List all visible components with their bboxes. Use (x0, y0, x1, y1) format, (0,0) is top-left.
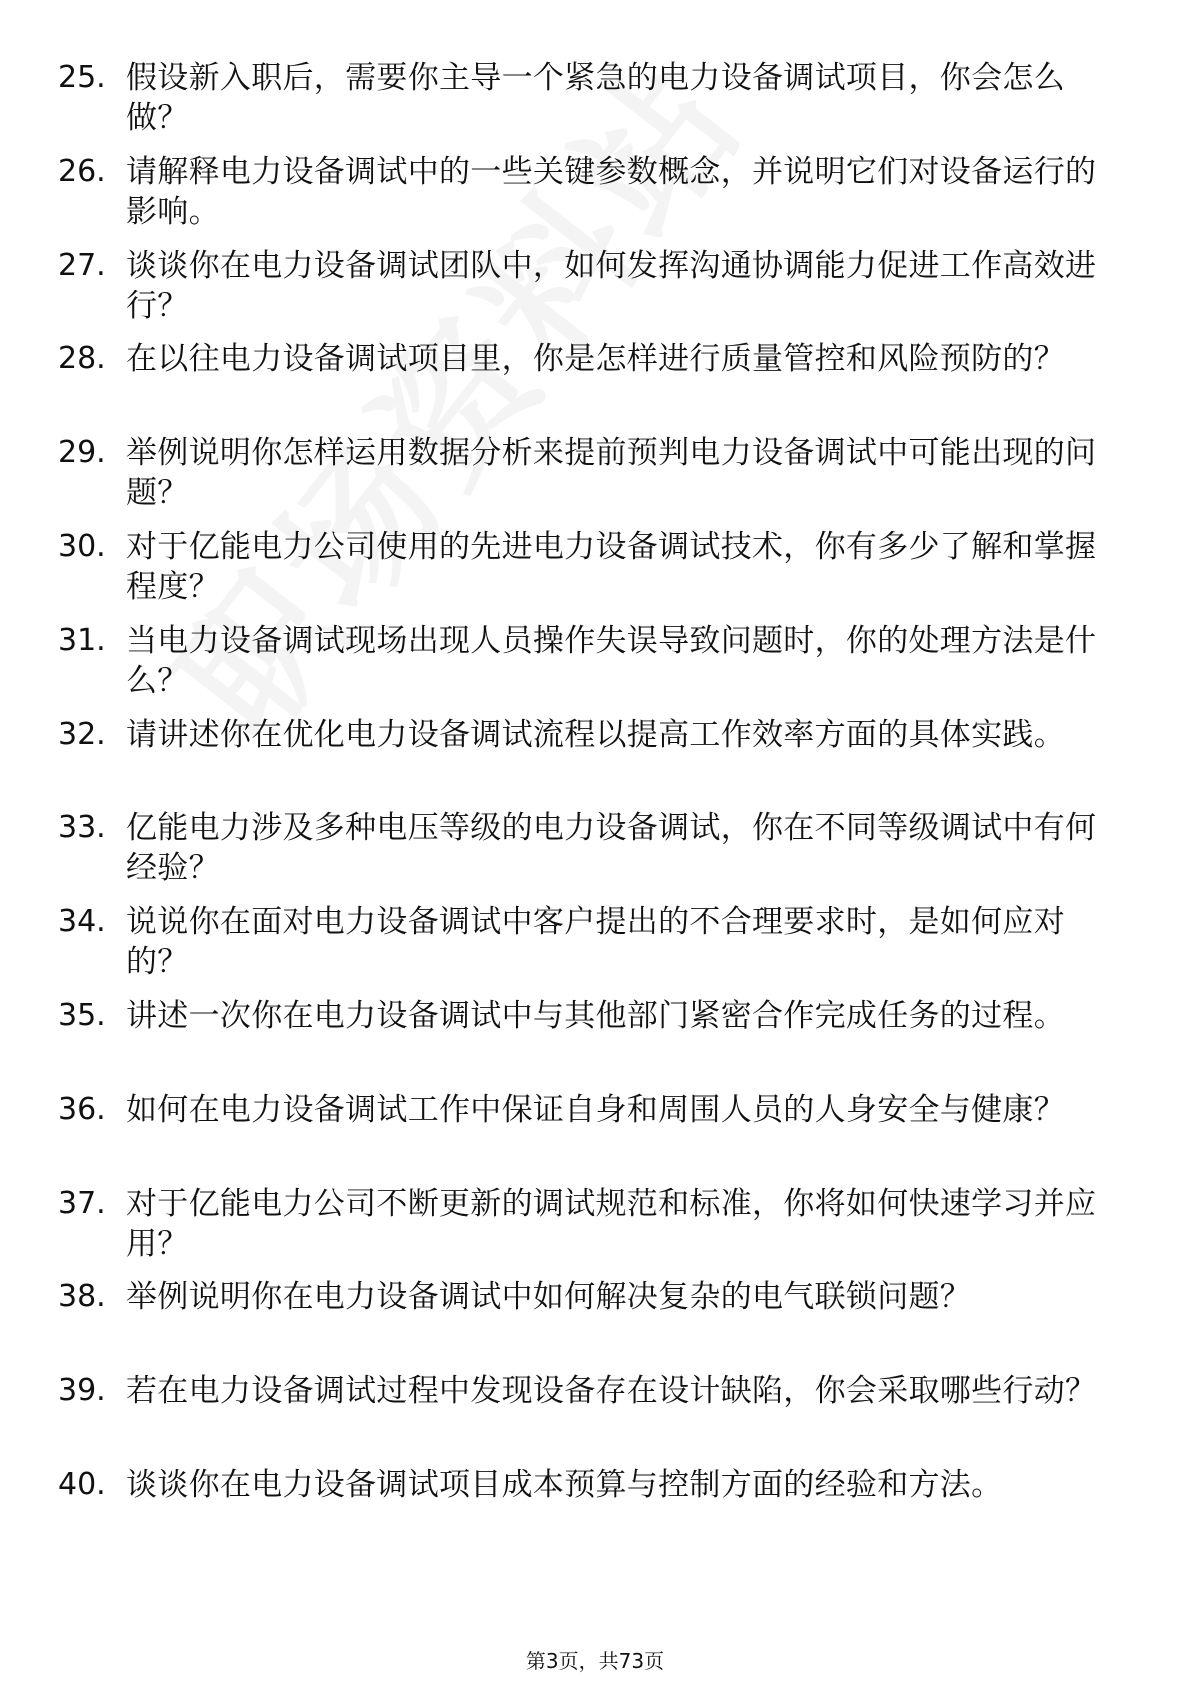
question-number: 39. (58, 1373, 106, 1409)
question-item (58, 1184, 1108, 1278)
question-text: 谈谈你在电力设备调试项目成本预算与控制方面的经验和方法。 (126, 1466, 1003, 1503)
question-text: 若在电力设备调试过程中发现设备存在设计缺陷，你会采取哪些行动？ (126, 1373, 1097, 1410)
question-text: 讲述一次你在电力设备调试中与其他部门紧密合作完成任务的过程。 (126, 997, 1065, 1034)
question-text: 如何在电力设备调试工作中保证自身和周围人员的人身安全与健康？ (126, 1091, 1065, 1128)
question-number: 38. (58, 1279, 106, 1315)
question-number: 32. (58, 716, 106, 752)
question-item (58, 58, 1108, 152)
question-item (58, 1090, 1108, 1184)
question-number: 40. (58, 1466, 106, 1502)
question-item (58, 1465, 1108, 1559)
question-text: 举例说明你怎样运用数据分析来提前预判电力设备调试中可能出现的问题？ (126, 435, 1097, 512)
question-item (58, 339, 1108, 433)
question-number: 30. (58, 528, 106, 564)
question-item (58, 1371, 1108, 1465)
question-number: 26. (58, 153, 106, 189)
question-item (58, 527, 1108, 621)
question-number: 37. (58, 1185, 106, 1221)
question-number: 27. (58, 247, 106, 283)
question-number: 34. (58, 904, 106, 940)
question-number: 31. (58, 622, 106, 658)
question-item (58, 902, 1108, 996)
question-number: 35. (58, 997, 106, 1033)
question-item (58, 715, 1108, 809)
question-item (58, 433, 1108, 527)
question-list (58, 58, 1108, 1559)
question-text: 对于亿能电力公司不断更新的调试规范和标准，你将如何快速学习并应用？ (126, 1185, 1097, 1262)
question-text: 请讲述你在优化电力设备调试流程以提高工作效率方面的具体实践。 (126, 716, 1065, 753)
question-number: 28. (58, 341, 106, 377)
question-text: 对于亿能电力公司使用的先进电力设备调试技术，你有多少了解和掌握程度？ (126, 528, 1097, 605)
question-text: 亿能电力涉及多种电压等级的电力设备调试，你在不同等级调试中有何经验？ (126, 810, 1097, 887)
question-text: 举例说明你在电力设备调试中如何解决复杂的电气联锁问题？ (126, 1279, 972, 1316)
question-item (58, 246, 1108, 340)
question-text: 谈谈你在电力设备调试团队中，如何发挥沟通协调能力促进工作高效进行？ (126, 247, 1097, 324)
page-number-label: 第3页，共73页 (525, 1649, 665, 1673)
question-number: 29. (58, 435, 106, 471)
question-text: 请解释电力设备调试中的一些关键参数概念，并说明它们对设备运行的影响。 (126, 153, 1097, 230)
page-footer (0, 1648, 1190, 1674)
question-text: 说说你在面对电力设备调试中客户提出的不合理要求时，是如何应对的？ (126, 904, 1065, 981)
question-item (58, 621, 1108, 715)
question-number: 25. (58, 60, 106, 95)
question-item (58, 1277, 1108, 1371)
question-item (58, 152, 1108, 246)
question-item (58, 996, 1108, 1090)
question-item (58, 808, 1108, 902)
question-number: 33. (58, 810, 106, 846)
question-text: 假设新入职后，需要你主导一个紧急的电力设备调试项目，你会怎么做？ (126, 60, 1065, 136)
question-number: 36. (58, 1091, 106, 1127)
question-text: 当电力设备调试现场出现人员操作失误导致问题时，你的处理方法是什么？ (126, 622, 1097, 699)
question-text: 在以往电力设备调试项目里，你是怎样进行质量管控和风险预防的？ (126, 341, 1065, 378)
